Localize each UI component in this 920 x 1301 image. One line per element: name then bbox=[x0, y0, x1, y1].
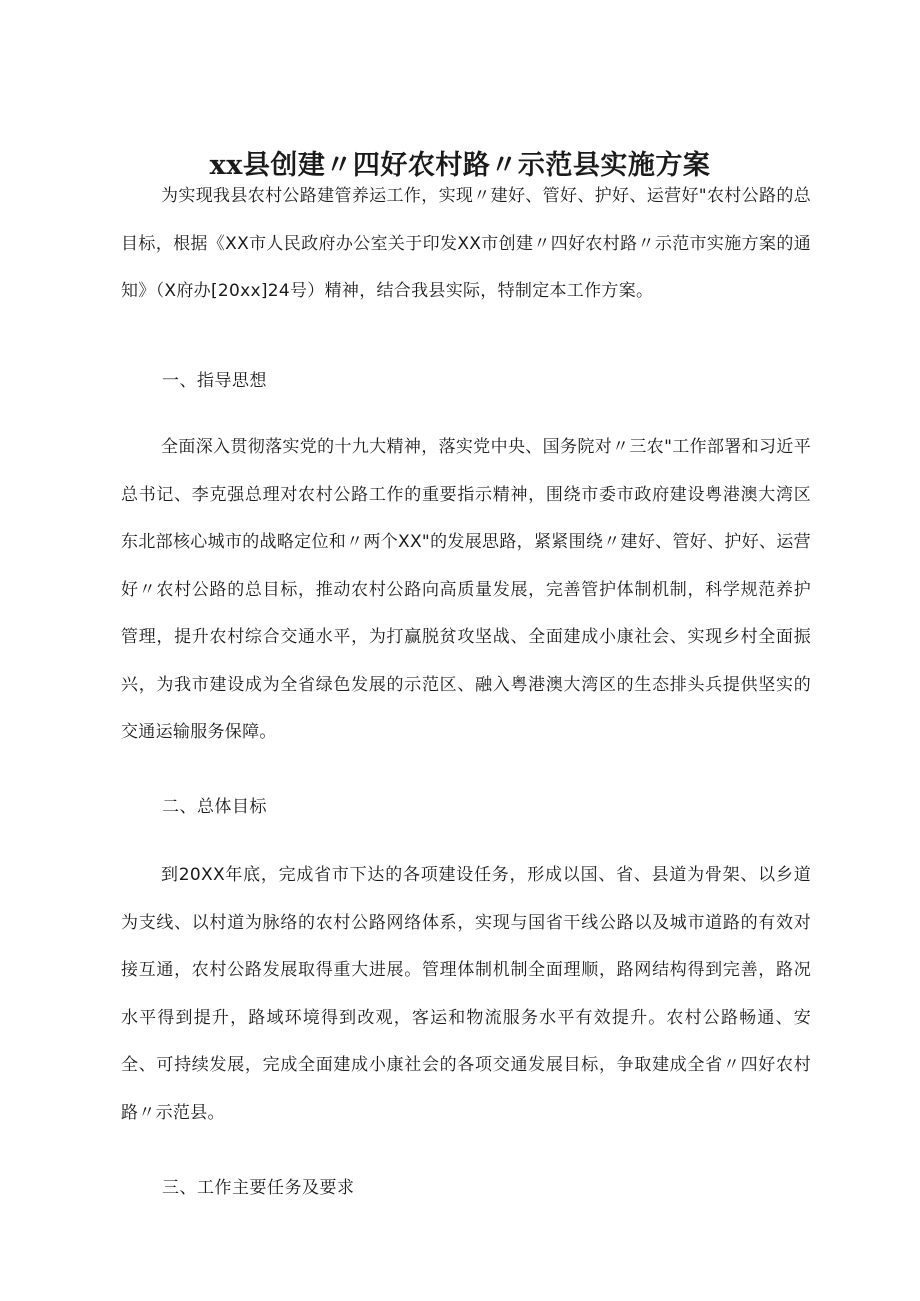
section-heading-overall-goal: 二、总体目标 bbox=[162, 797, 267, 817]
guiding-ideology-paragraph: 全面深入贯彻落实党的十九大精神，落实党中央、国务院对〃三农"工作部署和习近平总书记、李克强总理对农村公路工作的重要指示精神，围绕市委市政府建设粤港澳大湾区东北部核心城市的战略定位和〃两个XX"的发展思路，紧紧围绕〃建好、管好、护好、运营好〃农村公路的总目标，推动农村公路向高质量发展，完善管护体制机制，科学规范养护管理，提升农村综合交通水平，为打赢脱贫攻坚战、全面建成小康社会、实现乡村全面振兴，为我市建设成为全省绿色发展的示范区、融入粤港澳大湾区的生态排头兵提供坚实的交通运输服务保障。 bbox=[121, 437, 811, 742]
overall-goal-paragraph: 到20XX年底，完成省市下达的各项建设任务，形成以国、省、县道为骨架、以乡道为支线、以村道为脉络的农村公路网络体系，实现与国省干线公路以及城市道路的有效对接互通，农村公路发展取得重大进展。管理体制机制全面理顺，路网结构得到完善，路况水平得到提升，路域环境得到改观，客运和物流服务水平有效提升。农村公路畅通、安全、可持续发展，完成全面建成小康社会的各项交通发展目标，争取建成全省〃四好农村路〃示范县。 bbox=[121, 865, 811, 1123]
document-title: xx县创建〃四好农村路〃示范县实施方案 bbox=[209, 150, 711, 182]
intro-paragraph: 为实现我县农村公路建管养运工作，实现〃建好、管好、护好、运营好"农村公路的总目标，根据《XX市人民政府办公室关于印发XX市创建〃四好农村路〃示范市实施方案的通知》（X府办[20xx]24号）精神，结合我县实际，特制定本工作方案。 bbox=[121, 186, 811, 301]
section-heading-guiding-ideology: 一、指导思想 bbox=[162, 371, 267, 391]
section-heading-main-tasks: 三、工作主要任务及要求 bbox=[162, 1178, 355, 1198]
